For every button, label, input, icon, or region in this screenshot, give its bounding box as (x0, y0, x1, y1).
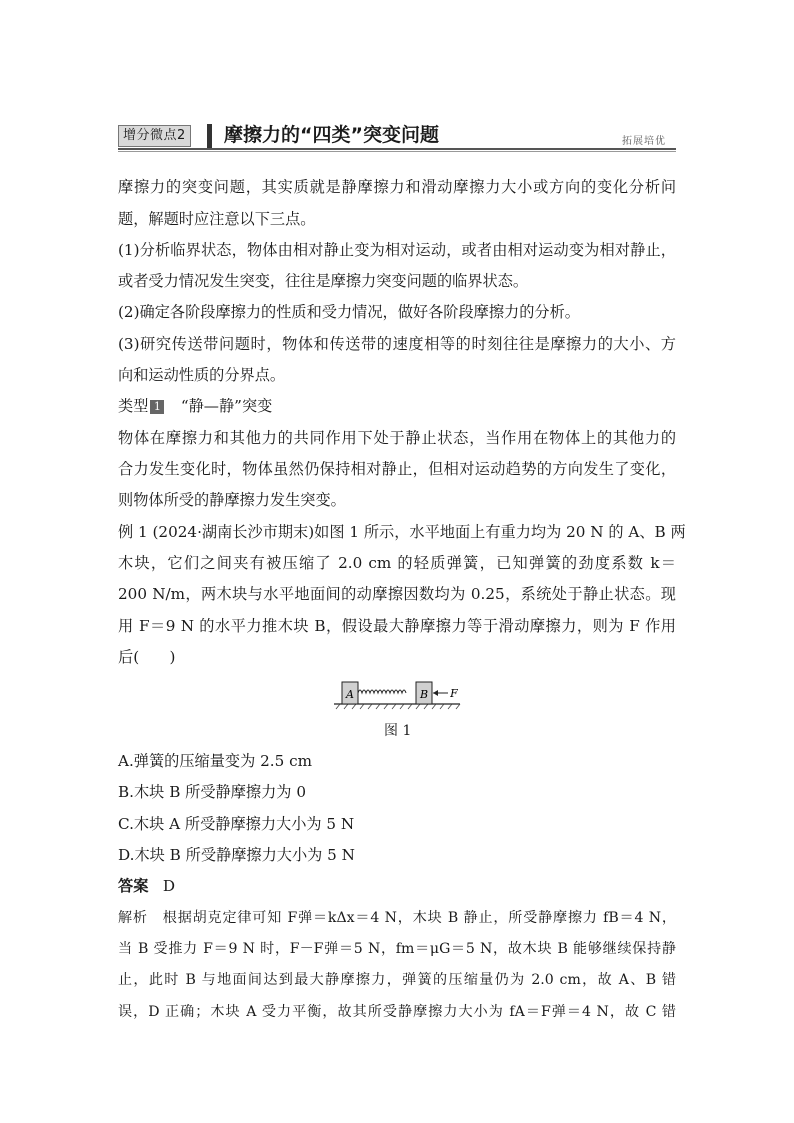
block-a-label: A (346, 688, 354, 701)
spring (358, 690, 406, 693)
example-line: 后( ) (118, 648, 176, 666)
solution-line: 止，此时 B 与地面间达到最大静摩擦力，弹簧的压缩量仍为 2.0 cm，故 A、B 错 (118, 972, 676, 988)
intro-line: 向和运动性质的分界点。 (118, 366, 286, 384)
intro-line: (3)研究传送带问题时，物体和传送带的速度相等的时刻往往是摩擦力的大小、方 (118, 335, 676, 353)
force-arrow-head (433, 690, 438, 696)
answer-value: D (162, 877, 176, 895)
type-prefix: 类型 (118, 397, 149, 415)
badge-divider (207, 124, 212, 148)
type-title: “静—静”突变 (180, 397, 273, 415)
intro-line: (1)分析临界状态，物体由相对静止变为相对运动，或者由相对运动变为相对静止， (118, 241, 676, 259)
example-line: 木块，它们之间夹有被压缩了 2.0 cm 的轻质弹簧，已知弹簧的劲度系数 k＝ (118, 554, 676, 572)
solution-line: 当 B 受推力 F＝9 N 时，F－F弹＝5 N，fm＝μG＝5 N，故木块 B 能够继续保持静 (118, 941, 676, 957)
option-d: D.木块 B 所受静摩擦力大小为 5 N (118, 846, 355, 864)
intro-line: 摩擦力的突变问题，其实质就是静摩擦力和滑动摩擦力大小或方向的变化分析问 (118, 178, 676, 196)
example-line: 200 N/m，两木块与水平地面间的动摩擦因数均为 0.25，系统处于静止状态。现 (118, 585, 676, 603)
intro-line: 或者受力情况发生突变，往往是摩擦力突变问题的临界状态。 (118, 272, 529, 290)
type-body-line: 合力发生变化时，物体虽然仍保持相对静止，但相对运动趋势的方向发生了变化， (118, 460, 676, 478)
answer-line (118, 876, 175, 896)
example-line: 例 1 (2024·湖南长沙市期末)如图 1 所示，水平地面上有重力均为 20 N 的 A、B 两 (118, 523, 686, 541)
example-line: 用 F＝9 N 的水平力推木块 B，假设最大静摩擦力等于滑动摩擦力，则为 F 作用 (118, 617, 676, 635)
option-a: A.弹簧的压缩量变为 2.5 cm (118, 752, 313, 770)
section-header (118, 122, 676, 150)
intro-line: 题，解题时应注意以下三点。 (118, 210, 316, 228)
intro-line: (2)确定各阶段摩擦力的性质和受力情况，做好各阶段摩擦力的分析。 (118, 303, 580, 321)
solution-line: 误，D 正确；木块 A 受力平衡，故其所受静摩擦力大小为 fA＝F弹＝4 N，故 C 错 (118, 1004, 676, 1020)
solution-line: 解析 根据胡克定律可知 F弹＝kΔx＝4 N，木块 B 静止，所受静摩擦力 fB＝4 N， (118, 910, 676, 926)
answer-label: 答案 (118, 877, 149, 895)
option-c: C.木块 A 所受静摩擦力大小为 5 N (118, 815, 355, 833)
header-rule (118, 148, 676, 150)
type-heading (118, 396, 272, 416)
figure-caption: 图 1 (384, 723, 412, 739)
section-badge: 增分微点2 (118, 125, 191, 147)
section-title: 摩擦力的“四类”突变问题 (224, 124, 439, 146)
block-b-label: B (419, 688, 429, 701)
type-number-badge: 1 (150, 400, 164, 414)
header-rule-thin (118, 151, 676, 152)
spring-blocks-figure (330, 676, 462, 710)
type-body-line: 物体在摩擦力和其他力的共同作用下处于静止状态，当作用在物体上的其他力的 (118, 429, 676, 447)
option-b: B.木块 B 所受静摩擦力为 0 (118, 783, 306, 801)
ground (334, 704, 460, 709)
force-label: F (450, 687, 458, 700)
type-body-line: 则物体所受的静摩擦力发生突变。 (118, 491, 346, 509)
header-right-label: 拓展培优 (622, 136, 666, 147)
